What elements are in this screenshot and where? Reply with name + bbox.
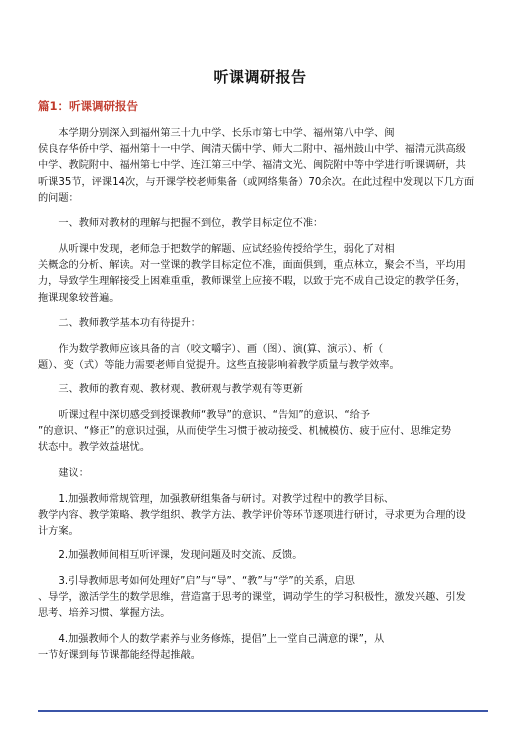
text-line: 的问题： — [38, 192, 79, 204]
text-line: 三、教师的教育观、教材观、教研观与教学观有等更新 — [38, 384, 303, 395]
text-line: 一、教师对教材的理解与把握不到位，教学目标定位不准： — [38, 218, 324, 229]
paragraph-suggestion-1 — [38, 492, 488, 541]
paragraph-issue-2-heading — [38, 316, 488, 332]
text-line: 作为数学教师应该具备的言（咬文嚼字）、画（图）、演(算、演示）、析（ — [38, 344, 384, 355]
footer-rule — [38, 710, 488, 712]
text-line: 3.引导教师思考如何处理好”启”与“导”、“教”与“学”的关系，启思 — [38, 576, 355, 587]
text-line: 听课35节，评课14次，与开课学校老师集备（或网络集备）70余次。在此过程中发现以下几方面 — [38, 176, 475, 188]
text-line: 题）、变（式）等能力需要老师自觉提升。这些直接影响着教学质量与教学效率。 — [38, 360, 400, 372]
text-line: 建议： — [38, 468, 89, 479]
text-line: 教学内容、教学策略、教学组织、教学方法、教学评价等环节逐项进行研讨，寻求更为合理的设 — [38, 510, 466, 522]
paragraph-issue-1-body — [38, 242, 488, 307]
text-line: 状态中。教学效益堪忧。 — [38, 442, 151, 454]
text-line: 侯良存华侨中学、福州第十一中学、闽清天儒中学、师大二附中、福州鼓山中学、福清元洪高级 — [38, 144, 466, 156]
text-line: 一节好课到每节课都能经得起推敲。 — [38, 650, 201, 662]
paragraph-suggestion-4 — [38, 632, 488, 664]
text-line: 4.加强教师个人的数学素养与业务修炼，提倡”上一堂自己满意的课”，从 — [38, 634, 385, 645]
text-line: 2.加强教师间相互听评课，发现问题及时交流、反馈。 — [38, 550, 303, 561]
text-line: 1.加强教师常规管理，加强教研组集备与研讨。对教学过程中的教学目标、 — [38, 494, 395, 505]
document-title: 听课调研报告 — [213, 68, 307, 86]
paragraph-issue-1-heading — [38, 216, 488, 232]
text-line: 二、教师教学基本功有待提升： — [38, 318, 201, 329]
text-line: 力，导致学生理解接受上困难重重，教师课堂上应接不暇，以致于完不成自己设定的教学任务， — [38, 276, 466, 288]
text-line: 听课过程中深切感受到授课教师“教导”的意识、“告知”的意识、“给予 — [38, 410, 371, 421]
paragraph-issue-3-body — [38, 408, 488, 457]
paragraph-suggestion-2 — [38, 548, 488, 564]
text-line: 思考、培养习惯、掌握方法。 — [38, 608, 171, 620]
text-line: 拖课现象较普遍。 — [38, 292, 120, 304]
paragraph-suggestion-3 — [38, 574, 488, 623]
text-line: 中学、教院附中、福州第七中学、连江第三中学、福清文光、闽院附中等中学进行听课调研，共 — [38, 160, 466, 172]
paragraph-intro — [38, 126, 488, 207]
section-heading: 篇1：听课调研报告 — [38, 99, 139, 113]
text-line: 关概念的分析、解读。对一堂课的教学目标定位不准，面面俱到，重点林立，聚会不当，平均用 — [38, 260, 466, 272]
paragraph-suggestions-heading — [38, 466, 488, 482]
text-line: 计方案。 — [38, 526, 79, 538]
text-line: 从听课中发现，老师急于把数学的解题、应试经验传授给学生，弱化了对相 — [38, 244, 395, 255]
paragraph-issue-2-body — [38, 342, 488, 374]
paragraph-issue-3-heading — [38, 382, 488, 398]
text-line: 、导学，激活学生的数学思维，营造富于思考的课堂，调动学生的学习积极性，激发兴趣、引发 — [38, 592, 466, 604]
text-line: ”的意识、“修正”的意识过强，从而使学生习惯于被动接受、机械模仿、疲于应付、思维定势 — [38, 426, 452, 438]
text-line: 本学期分别深入到福州第三十九中学、长乐市第七中学、福州第八中学、闽 — [38, 128, 395, 139]
